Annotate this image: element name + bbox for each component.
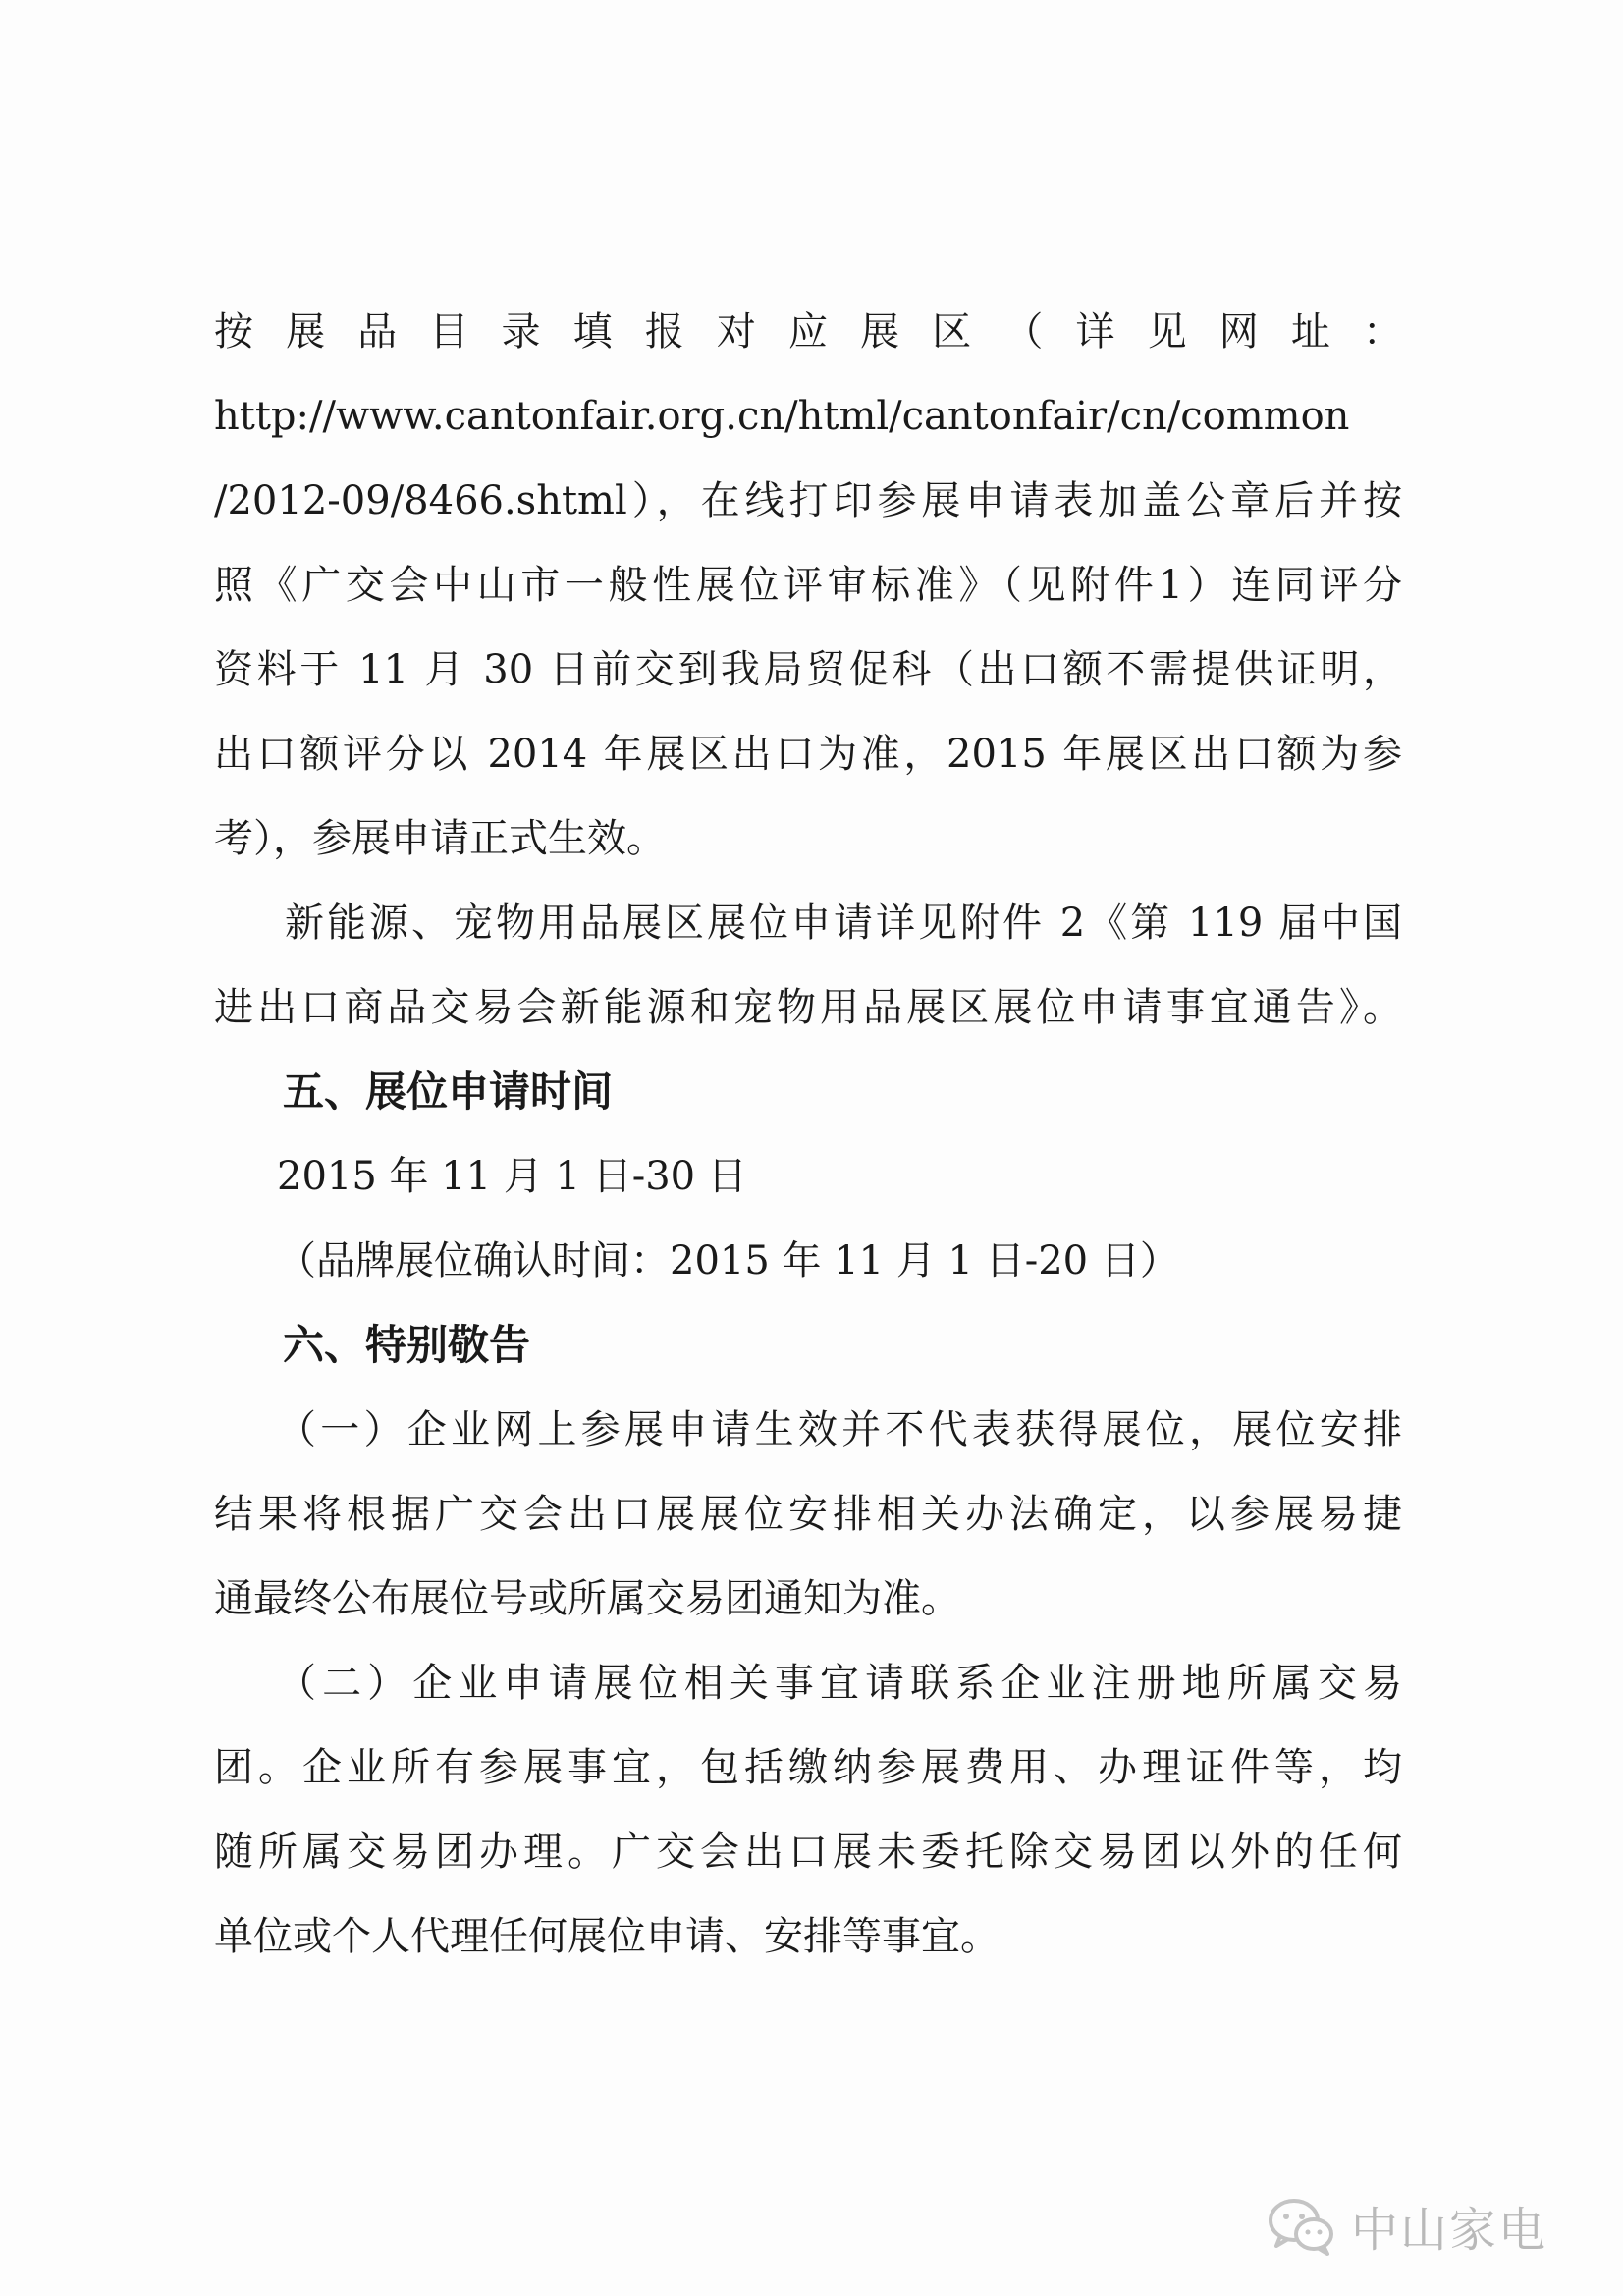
section-6-heading: 六、特别敬告 bbox=[283, 1321, 531, 1369]
body-line-6: 出口额评分以 2014 年展区出口为准，2015 年展区出口额为参 bbox=[214, 732, 1402, 777]
body-line-4: 照《广交会中山市一般性展位评审标准》（见附件1）连同评分 bbox=[214, 563, 1402, 608]
notice-2-line-2: 团。企业所有参展事宜，包括缴纳参展费用、办理证件等，均 bbox=[214, 1745, 1402, 1790]
notice-1-line-3: 通最终公布展位号或所属交易团通知为准。 bbox=[214, 1576, 960, 1621]
body-line-7: 考），参展申请正式生效。 bbox=[214, 816, 666, 861]
section-5-heading: 五、展位申请时间 bbox=[283, 1067, 614, 1116]
notice-2-line-1: （二）企业申请展位相关事宜请联系企业注册地所属交易 bbox=[277, 1661, 1402, 1706]
notice-2-line-3: 随所属交易团办理。广交会出口展未委托除交易团以外的任何 bbox=[214, 1830, 1402, 1875]
wechat-icon bbox=[1267, 2195, 1337, 2258]
notice-2-line-4: 单位或个人代理任何展位申请、安排等事宜。 bbox=[214, 1914, 1000, 1959]
body-line-url: http://www.cantonfair.org.cn/html/cantonfair/cn/common bbox=[214, 394, 1350, 439]
application-period: 2015 年 11 月 1 日-30 日 bbox=[277, 1154, 747, 1199]
notice-1-line-1: （一）企业网上参展申请生效并不代表获得展位，展位安排 bbox=[277, 1407, 1402, 1452]
brand-confirm-period: （品牌展位确认时间：2015 年 11 月 1 日-20 日） bbox=[277, 1238, 1179, 1284]
watermark-text: 中山家电 bbox=[1351, 2203, 1548, 2258]
watermark bbox=[1267, 2192, 1547, 2260]
notice-1-line-2: 结果将根据广交会出口展展位安排相关办法确定，以参展易捷 bbox=[214, 1492, 1402, 1537]
body-line-5: 资料于 11 月 30 日前交到我局贸促科（出口额不需提供证明， bbox=[214, 647, 1402, 692]
body-line-9: 进出口商品交易会新能源和宠物用品展区展位申请事宜通告》。 bbox=[214, 985, 1402, 1030]
body-line-1: 按展品目录填报对应展区（详见网址： bbox=[214, 309, 1402, 355]
body-line-3: /2012-09/8466.shtml），在线打印参展申请表加盖公章后并按 bbox=[214, 478, 1402, 523]
body-line-8: 新能源、宠物用品展区展位申请详见附件 2《第 119 届中国 bbox=[285, 901, 1402, 946]
